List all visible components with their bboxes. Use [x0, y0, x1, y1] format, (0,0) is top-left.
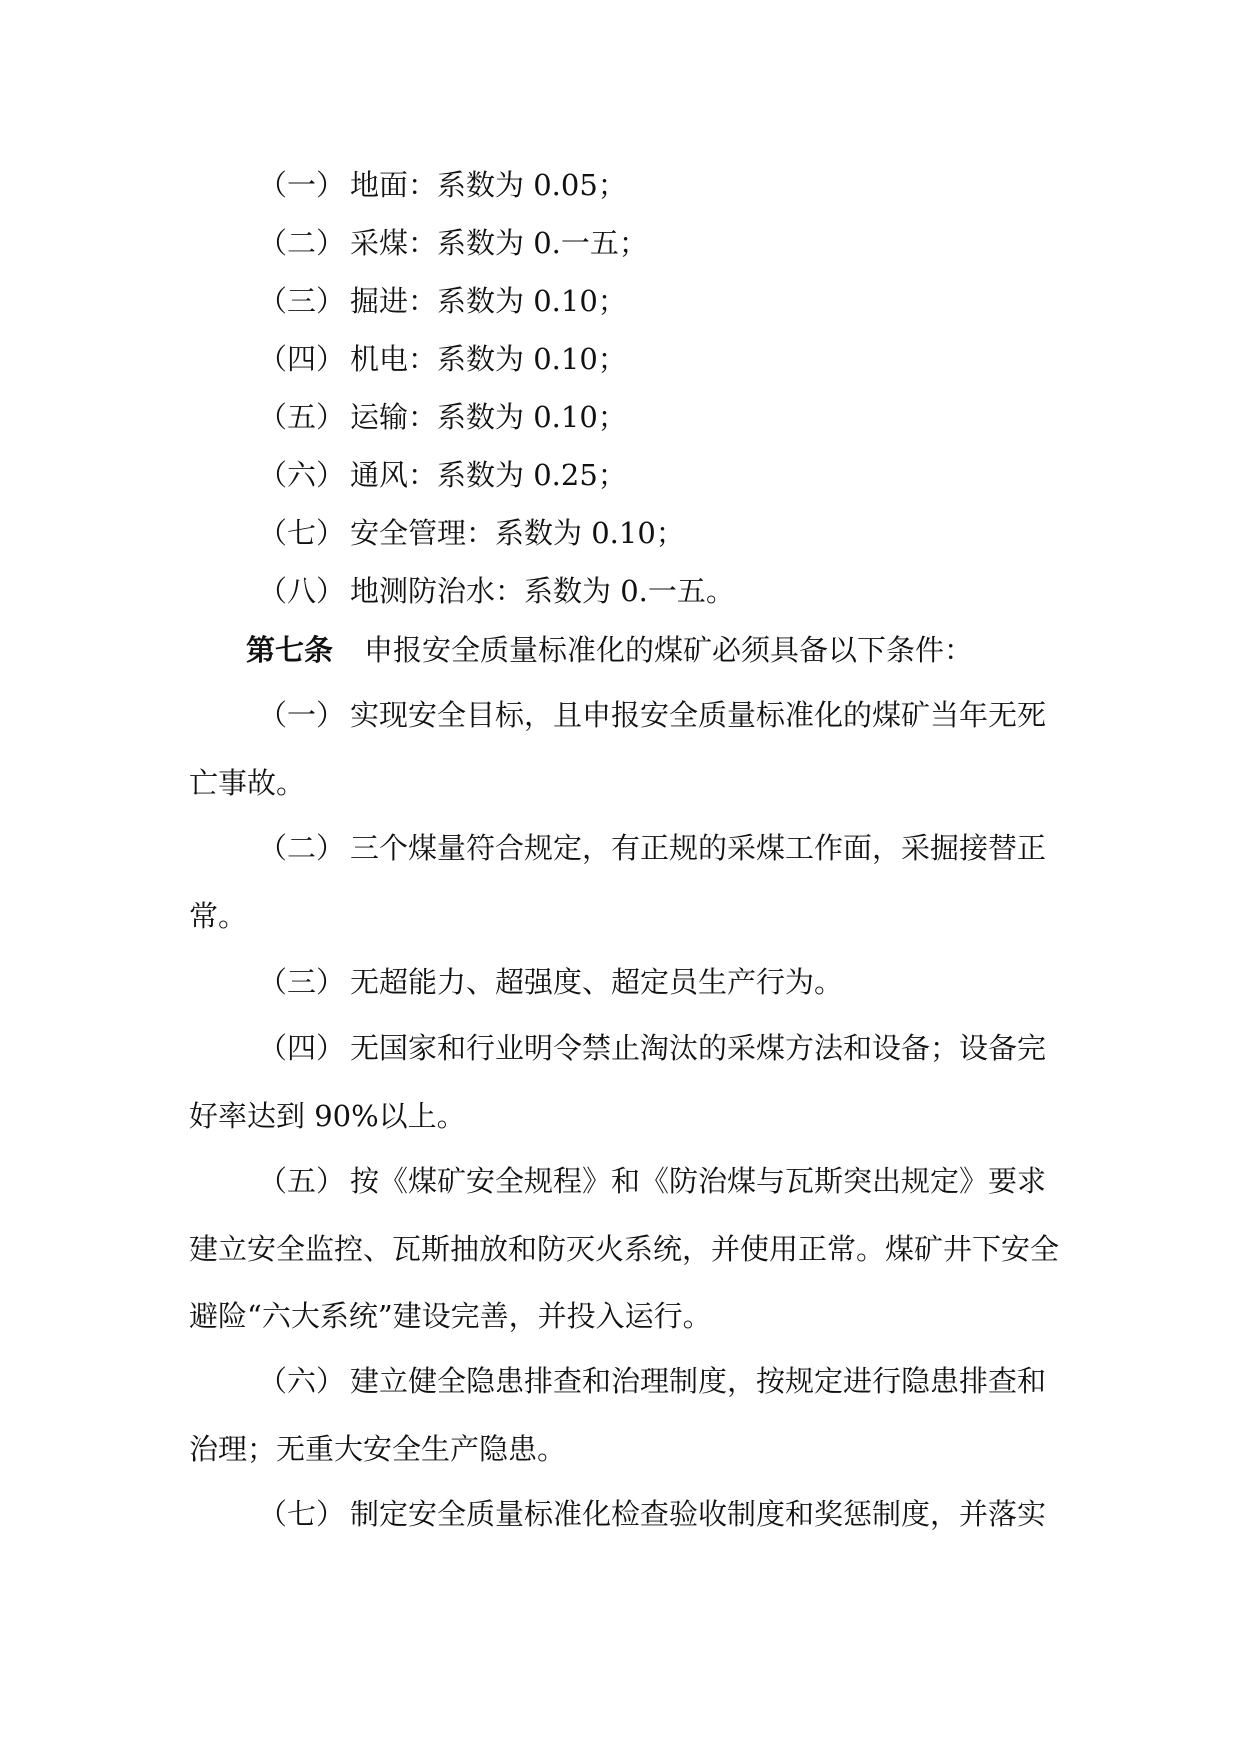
item-text-continued: 常。 [189, 899, 248, 933]
condition-continuation [0, 1291, 1241, 1341]
coefficient-item [0, 508, 1241, 558]
item-text: 制定安全质量标准化检查验收制度和奖惩制度，并落实 [350, 1497, 1047, 1531]
condition-continuation [0, 1091, 1241, 1141]
coefficient-item [0, 276, 1241, 326]
item-text-continued: 治理；无重大安全生产隐患。 [189, 1432, 567, 1466]
item-number: （三） [258, 284, 346, 318]
item-text-continued: 亡事故。 [189, 766, 306, 800]
item-number: （一） [258, 168, 346, 202]
item-number: （六） [258, 458, 346, 492]
item-number: （四） [258, 1031, 346, 1065]
coefficient-item [0, 218, 1241, 268]
condition-item [0, 957, 1241, 1007]
condition-continuation [0, 1424, 1241, 1474]
condition-item [0, 1023, 1241, 1073]
item-text: 掘进：系数为 0.10； [350, 284, 627, 318]
item-text: 按《煤矿安全规程》和《防治煤与瓦斯突出规定》要求 [350, 1164, 1047, 1198]
condition-item [0, 1156, 1241, 1206]
condition-continuation [0, 758, 1241, 808]
condition-item [0, 1356, 1241, 1406]
item-number: （三） [258, 965, 346, 999]
item-number: （七） [258, 516, 346, 550]
item-number: （五） [258, 400, 346, 434]
item-text: 三个煤量符合规定，有正规的采煤工作面，采掘接替正 [350, 831, 1047, 865]
coefficient-item [0, 160, 1241, 210]
item-number: （七） [258, 1497, 346, 1531]
item-number: （一） [258, 698, 346, 732]
item-text-continued: 建立安全监控、瓦斯抽放和防灭火系统，并使用正常。煤矿井下安全 [189, 1232, 1060, 1266]
condition-item [0, 823, 1241, 873]
article-label: 第七条 [246, 633, 334, 667]
item-text: 地测防治水：系数为 0.一五。 [350, 574, 735, 608]
coefficient-item [0, 392, 1241, 442]
item-number: （二） [258, 831, 346, 865]
article-text: 申报安全质量标准化的煤矿必须具备以下条件： [364, 633, 974, 667]
item-text: 无超能力、超强度、超定员生产行为。 [350, 965, 844, 999]
item-text: 建立健全隐患排查和治理制度，按规定进行隐患排查和 [350, 1364, 1047, 1398]
item-text: 地面：系数为 0.05； [350, 168, 627, 202]
condition-item [0, 690, 1241, 740]
item-text-continued: 避险“六大系统”建设完善，并投入运行。 [189, 1299, 712, 1333]
item-text: 运输：系数为 0.10； [350, 400, 627, 434]
item-text: 实现安全目标，且申报安全质量标准化的煤矿当年无死 [350, 698, 1047, 732]
condition-continuation [0, 891, 1241, 941]
item-number: （六） [258, 1364, 346, 1398]
item-text: 安全管理：系数为 0.10； [350, 516, 685, 550]
item-number: （二） [258, 226, 346, 260]
condition-continuation [0, 1224, 1241, 1274]
coefficient-item [0, 334, 1241, 384]
article-heading [0, 625, 1241, 675]
item-text: 采煤：系数为 0.一五； [350, 226, 648, 260]
item-number: （五） [258, 1164, 346, 1198]
coefficient-item [0, 566, 1241, 616]
coefficient-item [0, 450, 1241, 500]
item-number: （四） [258, 342, 346, 376]
item-text: 无国家和行业明令禁止淘汰的采煤方法和设备；设备完 [350, 1031, 1047, 1065]
item-text: 机电：系数为 0.10； [350, 342, 627, 376]
item-text-continued: 好率达到 90%以上。 [189, 1099, 466, 1133]
item-number: （八） [258, 574, 346, 608]
item-text: 通风：系数为 0.25； [350, 458, 627, 492]
condition-item [0, 1489, 1241, 1539]
